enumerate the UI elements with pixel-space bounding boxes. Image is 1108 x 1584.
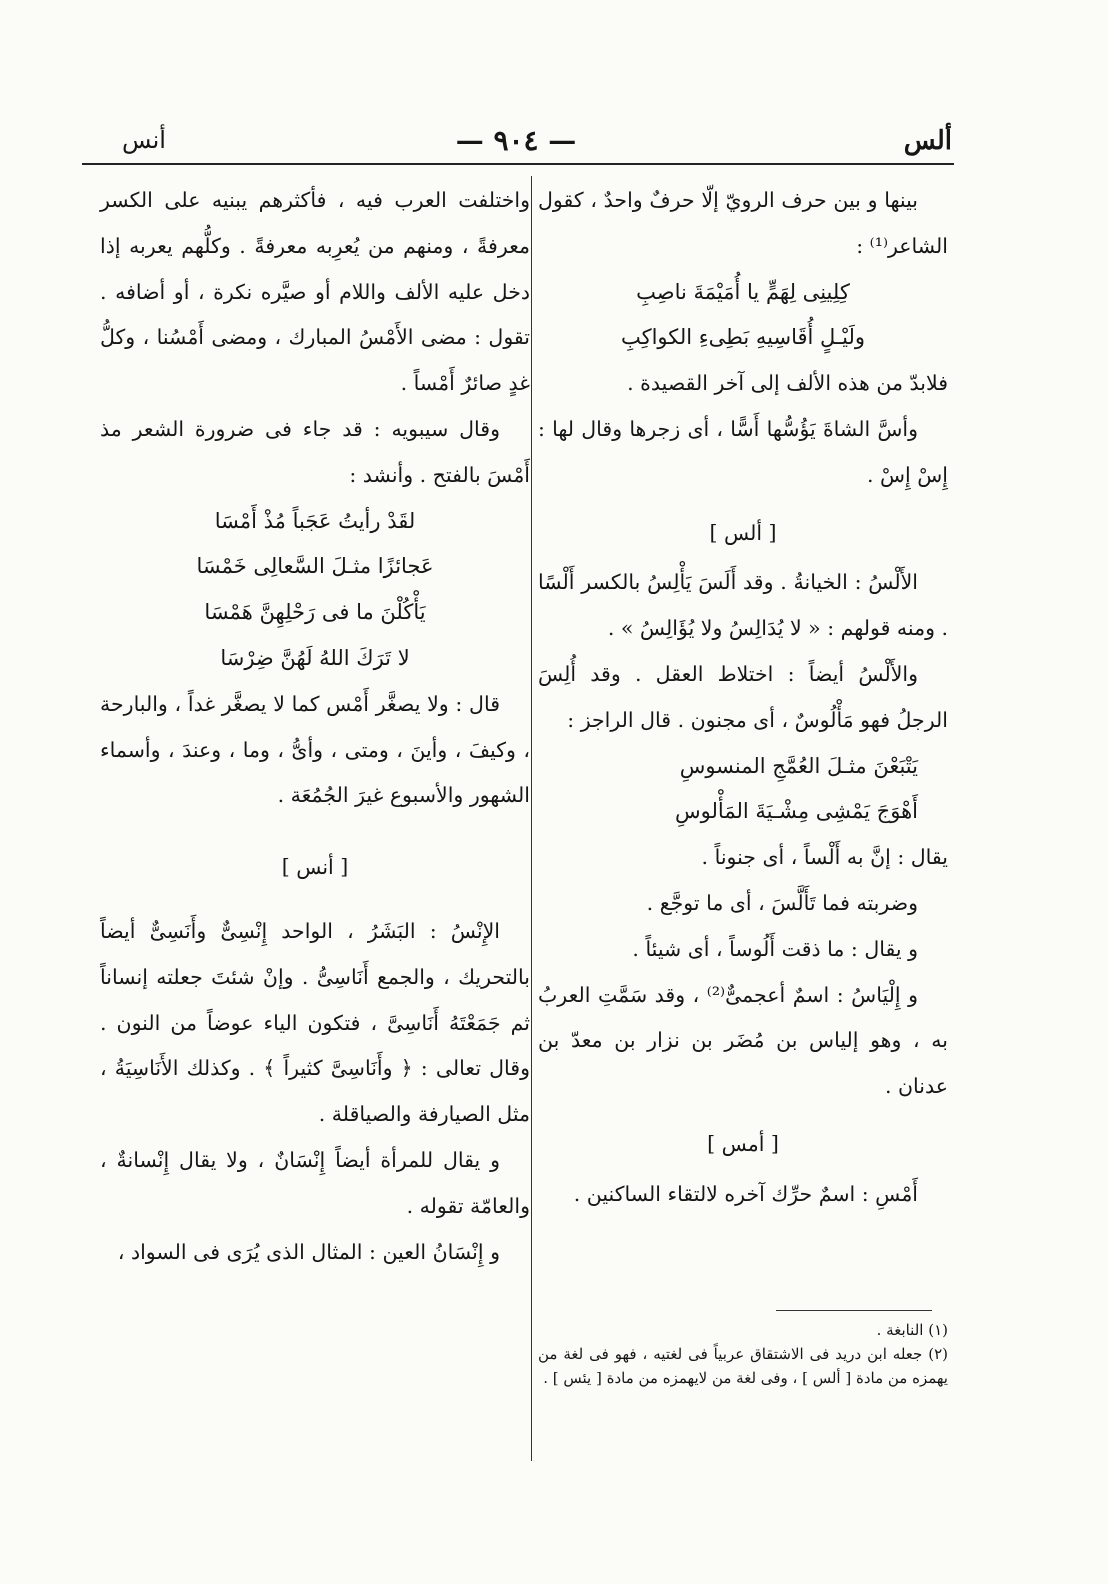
- paragraph: واختلفت العرب فيه ، فأكثرهم يبنيه على الكسر معرفةً ، ومنهم من يُعرِبه معرفةً . وكلُّهم يعربه إذا دخل عليه الألف واللام أو صيَّره نكرة ، أو أضافه . تقول : مضى الأَمْسُ المبارك ، ومضى أَمْسُنا ، وكلُّ غدٍ صائرٌ أَمْساً .: [100, 188, 530, 396]
- paragraph: بينها و بين حرف الرويّ إلّا حرفٌ واحدٌ ، كقول الشاعر⁽¹⁾ :: [538, 188, 948, 258]
- left-column: [100, 178, 530, 1275]
- footnotes: [538, 1318, 948, 1390]
- footnote-1: (١) النابغة .: [876, 1321, 948, 1339]
- paragraph: وأسَّ الشاةَ يَؤُسُّها أَسًّا ، أى زجرها وقال لها : إِسْ إِسْ .: [538, 416, 948, 487]
- paragraph: فلابدّ من هذه الألف إلى آخر القصيدة .: [627, 371, 948, 396]
- verse-line: لا تَرَكَ اللهُ لَهُنَّ ضِرْسَا: [220, 645, 410, 670]
- paragraph: والأَلْسُ أيضاً : اختلاط العقل . وقد أُلِسَ الرجلُ فهو مَأْلُوسٌ ، أى مجنون . قال الراجز :: [538, 661, 948, 732]
- verse-line: عَجائزًا مثـلَ السَّعالِى خَمْسَا: [196, 554, 434, 579]
- paragraph: قال : ولا يصغَّر أَمْس كما لا يصغَّر غداً ، والبارحة ، وكيفَ ، وأينَ ، ومتى ، وأىُّ ، وما ، وعندَ ، وأسماء الشهور والأسبوع غيرَ الجُمُعَة .: [100, 691, 530, 808]
- footnote-2: (٢) جعله ابن دريد فى الاشتقاق عربياً فى لغتيه ، فهو فى لغة من يهمزه من مادة [ ألس ] ، وفى لغة من لايهمزه من مادة [ يئس ] .: [538, 1345, 949, 1387]
- entry-heading-ans: [ أنس ]: [281, 855, 349, 880]
- paragraph: و إِنْسَانُ العين : المثال الذى يُرَى فى السواد ،: [117, 1239, 500, 1264]
- page-number: — ٩٠٤ —: [455, 124, 577, 157]
- paragraph: و إِلْيَاسُ : اسمٌ أعجمىٌّ⁽²⁾ ، وقد سَمَّتِ العربُ به ، وهو إلياس بن مُضَر بن نزار بن معدّ بن عدنان .: [538, 982, 948, 1099]
- spacer: [100, 819, 530, 833]
- verse-line: كِلِينِى لِهَمٍّ يا أُمَيْمَةَ ناصِبِ: [636, 279, 850, 304]
- header-rule: [82, 163, 954, 165]
- header-root-word-left: أنس: [122, 126, 166, 154]
- spacer: [100, 895, 530, 909]
- paragraph: الأَلْسُ : الخيانةُ . وقد أَلَسَ يَأْلِسُ بالكسر أَلْسًا . ومنه قولهم : « لا يُدَالِسُ ولا يُؤَالِسُ » .: [538, 570, 948, 641]
- paragraph: و يقال للمرأة أيضاً إِنْسَانٌ ، ولا يقال إِنْسانةٌ ، والعامّة تقوله .: [100, 1147, 530, 1218]
- paragraph: أَمْسِ : اسمٌ حرِّك آخره لالتقاء الساكنين .: [573, 1181, 918, 1206]
- verse-line: لقَدْ رأيتُ عَجَباً مُذْ أَمْسَا: [214, 508, 416, 533]
- verse-line: يَأْكُلْنَ ما فى رَحْلِهِنَّ هَمْسَا: [204, 600, 426, 625]
- entry-heading-ams: [ أمس ]: [707, 1131, 779, 1156]
- footnote-rule: [776, 1310, 932, 1311]
- paragraph: وقال سيبويه : قد جاء فى ضرورة الشعر مذ أَمْسَ بالفتح . وأنشد :: [100, 416, 530, 487]
- paragraph: الإِنْسُ : البَشَرُ ، الواحد إِنْسِىٌّ وأَنَسِىٌّ أيضاً بالتحريك ، والجمع أَنَاسِىُّ . وإنْ شئتَ جعلته إنساناً ثم جَمَعْتَهُ أَنَاسِىَّ ، فتكون الياء عوضاً من النون . وقال تعالى : ﴿ وأَنَاسِىَّ كثيراً ﴾ . وكذلك الأَنَاسِيَةُ ، مثل الصيارفة والصياقلة .: [100, 918, 530, 1127]
- right-column: [538, 178, 948, 1218]
- header-root-word-right: ألس: [903, 126, 952, 156]
- verse-line: ولَيْـلٍ أُقَاسِيهِ بَطِىءِ الكواكِبِ: [620, 325, 865, 350]
- entry-heading-als: [ ألس ]: [709, 520, 777, 545]
- paragraph: وضربته فما تَأَلَّسَ ، أى ما توجَّع .: [646, 890, 918, 915]
- verse-line: أَهْوَجَ يَمْشِى مِشْـيَةَ المَأْلوسِ: [675, 799, 918, 824]
- paragraph: و يقال : ما ذقت أَلُوساً ، أى شيئاً .: [632, 936, 918, 961]
- page-header: [80, 126, 952, 164]
- column-divider: [531, 176, 532, 1461]
- verse-line: يَتْبَعْنَ مثـلَ العُمَّجِ المنسوسِ: [679, 753, 918, 778]
- paragraph: يقال : إنَّ به أَلْساً ، أى جنوناً .: [701, 845, 948, 870]
